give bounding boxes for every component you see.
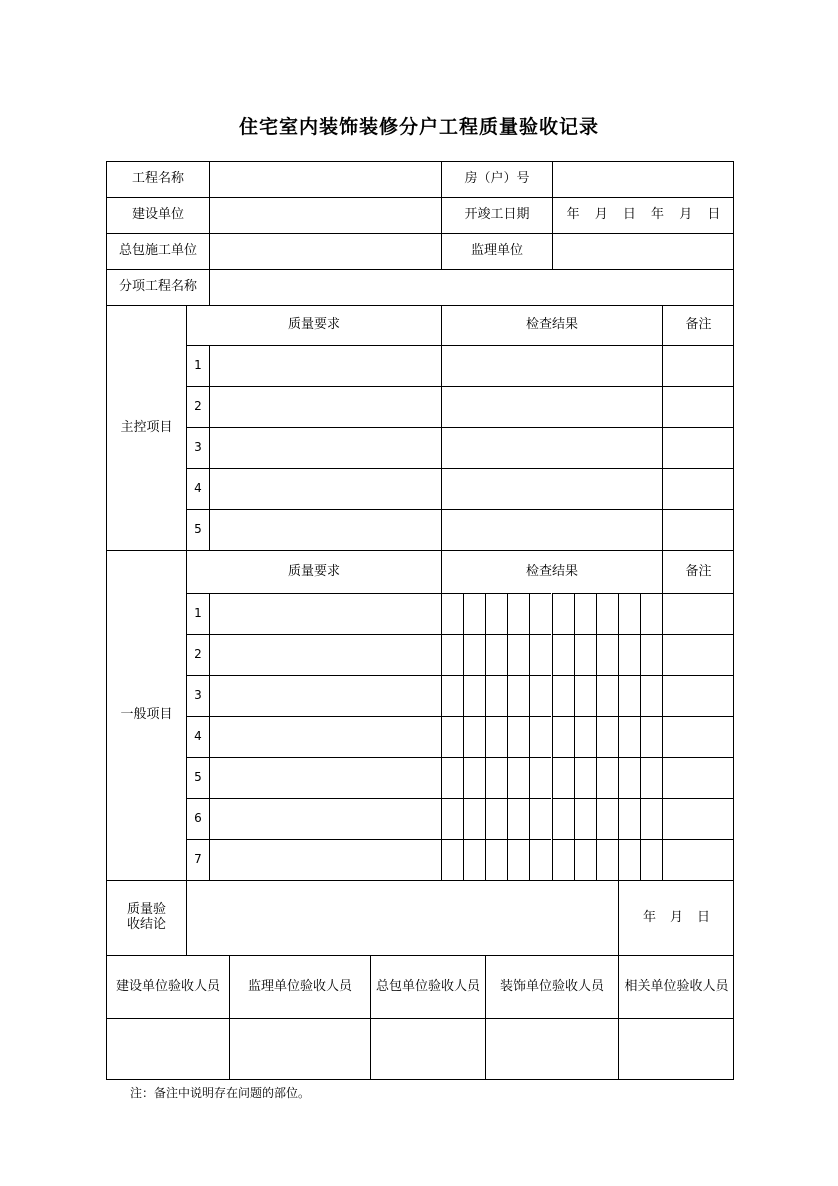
row-number: 4 bbox=[186, 468, 209, 509]
signer-label: 总包单位验收人员 bbox=[370, 955, 485, 1018]
date-start-part: 日 bbox=[622, 207, 636, 223]
date-start-part: 年 bbox=[566, 207, 580, 223]
date-end-part: 月 bbox=[679, 207, 693, 223]
row-number: 5 bbox=[186, 757, 209, 798]
conclusion-date-part: 年 bbox=[642, 909, 656, 925]
row-number: 7 bbox=[186, 839, 209, 880]
page-title: 住宅室内装饰装修分户工程质量验收记录 bbox=[238, 116, 599, 138]
row-number: 2 bbox=[186, 634, 209, 675]
date-end-part: 年 bbox=[651, 207, 665, 223]
footnote: 注：备注中说明存在问题的部位。 bbox=[130, 1086, 311, 1100]
row-number: 3 bbox=[186, 675, 209, 716]
col-remark-header: 备注 bbox=[662, 550, 734, 593]
date-start-part: 月 bbox=[594, 207, 608, 223]
conclusion-label: 质量验收结论 bbox=[106, 880, 186, 955]
project-name-label: 工程名称 bbox=[106, 161, 209, 197]
signer-label: 建设单位验收人员 bbox=[106, 955, 229, 1018]
contractor-label: 总包施工单位 bbox=[106, 233, 209, 269]
signer-label: 装饰单位验收人员 bbox=[485, 955, 618, 1018]
signer-label: 监理单位验收人员 bbox=[229, 955, 370, 1018]
col-requirement-header: 质量要求 bbox=[186, 550, 441, 593]
col-requirement-header: 质量要求 bbox=[186, 305, 441, 345]
general-items-label: 一般项目 bbox=[106, 550, 186, 880]
col-result-header: 检查结果 bbox=[441, 550, 662, 593]
row-number: 3 bbox=[186, 427, 209, 468]
row-number: 5 bbox=[186, 509, 209, 550]
row-number: 1 bbox=[186, 345, 209, 386]
date-end-part: 日 bbox=[707, 207, 721, 223]
conclusion-date-part: 日 bbox=[697, 909, 711, 925]
row-number: 4 bbox=[186, 716, 209, 757]
builder-label: 建设单位 bbox=[106, 197, 209, 233]
row-number: 6 bbox=[186, 798, 209, 839]
col-result-header: 检查结果 bbox=[441, 305, 662, 345]
dates-label: 开竣工日期 bbox=[441, 197, 552, 233]
row-number: 2 bbox=[186, 386, 209, 427]
main-control-label: 主控项目 bbox=[106, 305, 186, 550]
row-number: 1 bbox=[186, 593, 209, 634]
table-frame bbox=[106, 161, 734, 1080]
subitem-label: 分项工程名称 bbox=[106, 269, 209, 305]
supervisor-label: 监理单位 bbox=[441, 233, 552, 269]
conclusion-date-part: 月 bbox=[669, 909, 683, 925]
col-remark-header: 备注 bbox=[662, 305, 734, 345]
signer-label: 相关单位验收人员 bbox=[618, 955, 734, 1018]
house-no-label: 房（户）号 bbox=[441, 161, 552, 197]
